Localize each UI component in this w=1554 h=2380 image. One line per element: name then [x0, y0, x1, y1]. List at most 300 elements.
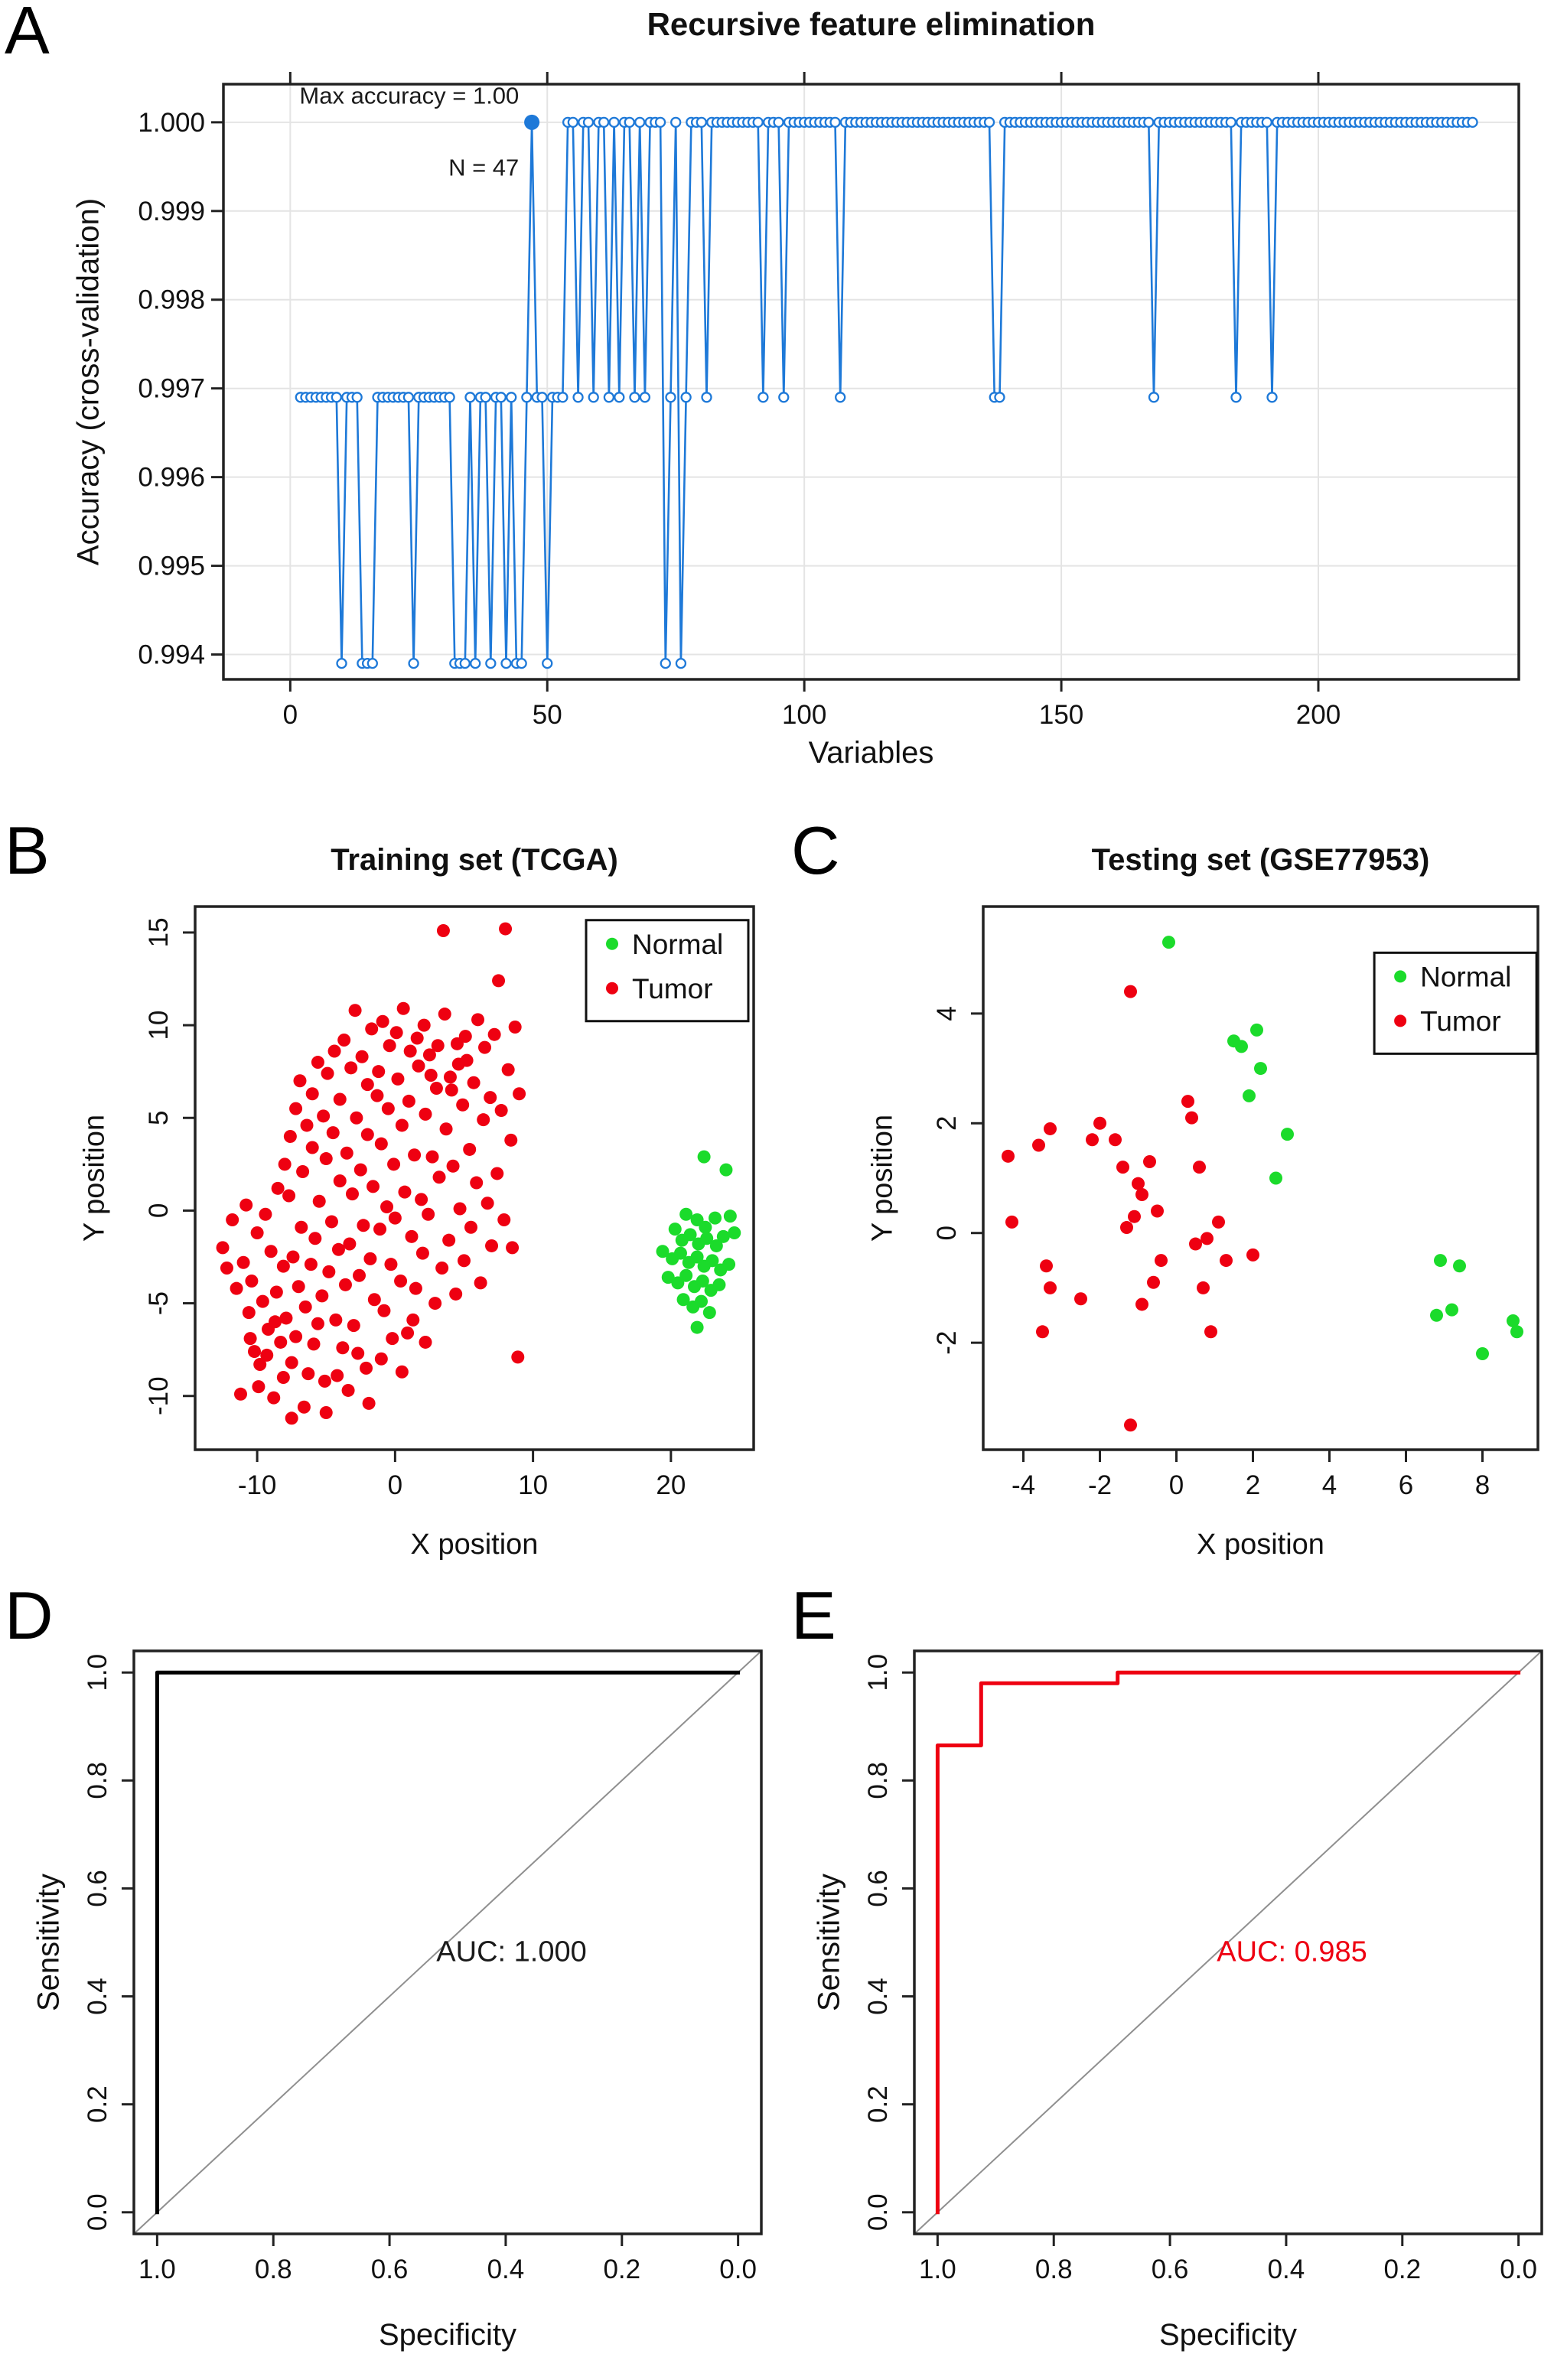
data-point-open — [676, 659, 686, 668]
y-tick-label: -2 — [932, 1330, 962, 1355]
y-tick-label: 0 — [932, 1225, 962, 1241]
data-point — [237, 1256, 250, 1269]
data-point — [377, 1304, 390, 1317]
data-point — [245, 1275, 258, 1288]
data-point-open — [481, 392, 490, 402]
data-point — [408, 1148, 421, 1161]
data-point — [401, 1327, 414, 1340]
data-point — [432, 1039, 445, 1052]
data-point — [270, 1286, 283, 1299]
data-point-open — [630, 392, 639, 402]
data-point-open — [702, 392, 712, 402]
y-tick-label: -10 — [144, 1376, 174, 1416]
data-point — [719, 1164, 732, 1177]
annotation-text: AUC: 0.985 — [1217, 1936, 1367, 1968]
data-point — [478, 1041, 491, 1054]
data-point — [350, 1112, 363, 1125]
data-point — [1074, 1292, 1087, 1305]
data-point — [344, 1061, 357, 1074]
data-point — [346, 1187, 359, 1200]
data-point-open — [830, 118, 839, 127]
data-point-open — [779, 392, 788, 402]
panel-a-xlabel: Variables — [808, 736, 934, 770]
data-point — [404, 1045, 417, 1058]
data-point — [322, 1265, 335, 1278]
data-point — [234, 1388, 247, 1401]
data-point — [308, 1337, 321, 1350]
x-tick-label: -10 — [237, 1470, 277, 1500]
data-point — [334, 1174, 347, 1187]
data-point — [481, 1197, 494, 1210]
data-point — [698, 1151, 711, 1164]
data-point — [356, 1050, 369, 1063]
data-point — [269, 1315, 282, 1328]
data-point — [724, 1210, 737, 1223]
data-point — [445, 1083, 458, 1096]
data-point — [380, 1200, 393, 1213]
y-tick-label: 1.000 — [138, 107, 205, 138]
data-point — [325, 1215, 338, 1228]
data-point — [306, 1087, 319, 1100]
data-point — [299, 1301, 312, 1314]
data-point — [679, 1269, 692, 1282]
data-point — [391, 1073, 404, 1086]
data-point — [1220, 1254, 1233, 1267]
data-point — [712, 1278, 725, 1291]
data-point — [277, 1371, 290, 1384]
y-tick-label: 0.8 — [83, 1762, 112, 1799]
data-point — [444, 1070, 457, 1083]
data-point-open — [542, 659, 552, 668]
data-point — [499, 923, 512, 936]
data-point — [405, 1230, 418, 1243]
data-point — [296, 1165, 309, 1178]
data-point — [351, 1346, 364, 1359]
data-point — [384, 1258, 397, 1271]
data-point — [357, 1219, 370, 1232]
data-point — [454, 1202, 467, 1215]
data-point — [285, 1356, 298, 1369]
data-point — [363, 1252, 376, 1265]
data-point — [1147, 1276, 1160, 1289]
data-point-open — [625, 118, 634, 127]
data-point-open — [604, 392, 614, 402]
data-point-open — [697, 118, 706, 127]
data-point — [402, 1095, 415, 1108]
data-point — [397, 1002, 410, 1015]
data-point — [363, 1397, 376, 1410]
data-point — [349, 1004, 362, 1017]
panel-d-letter: D — [5, 1577, 54, 1653]
x-tick-label: 1.0 — [138, 2255, 176, 2284]
data-point — [308, 1232, 321, 1245]
data-point — [1093, 1117, 1106, 1130]
data-point — [1453, 1259, 1466, 1272]
legend-label: Tumor — [1420, 1005, 1501, 1037]
data-point-open — [754, 118, 763, 127]
x-tick-label: 2 — [1245, 1470, 1261, 1500]
data-point — [370, 1089, 383, 1102]
data-point-open — [517, 659, 526, 668]
annotation-text: Max accuracy = 1.00 — [299, 82, 520, 109]
y-tick-label: 0.6 — [863, 1870, 893, 1907]
data-point — [464, 1221, 477, 1234]
data-point — [1036, 1325, 1049, 1338]
data-point — [394, 1275, 407, 1288]
data-point — [320, 1406, 333, 1419]
data-point — [367, 1180, 380, 1193]
data-point — [695, 1295, 708, 1308]
data-point — [504, 1134, 517, 1147]
data-point-open — [332, 392, 341, 402]
data-point — [411, 1032, 424, 1045]
x-tick-label: 1.0 — [919, 2255, 956, 2284]
legend-marker-normal — [1394, 970, 1406, 982]
data-point — [279, 1311, 292, 1324]
y-tick-label: 0.2 — [863, 2085, 893, 2123]
data-point — [383, 1039, 396, 1052]
y-tick-label: 0.0 — [863, 2193, 893, 2232]
data-point-open — [1268, 392, 1277, 402]
data-point — [456, 1099, 469, 1112]
highlight-point — [524, 115, 539, 130]
data-point-open — [486, 659, 495, 668]
data-point-open — [584, 118, 593, 127]
data-point-open — [635, 118, 644, 127]
data-point — [334, 1093, 347, 1106]
data-point — [292, 1280, 305, 1293]
data-point — [318, 1375, 331, 1388]
data-point-open — [353, 392, 362, 402]
data-point-open — [522, 392, 531, 402]
panel-b-ylabel: Y position — [78, 1114, 111, 1242]
data-point — [438, 1008, 451, 1021]
panel-b-xlabel: X position — [410, 1529, 539, 1561]
data-point — [1135, 1297, 1148, 1310]
x-tick-label: 0.4 — [1267, 2255, 1305, 2284]
data-point — [1235, 1040, 1248, 1053]
y-tick-label: 0.4 — [83, 1978, 112, 2015]
data-point — [340, 1147, 353, 1160]
data-point-open — [404, 392, 413, 402]
data-point-open — [461, 659, 470, 668]
data-point-open — [1227, 118, 1236, 127]
data-point — [492, 974, 505, 987]
y-tick-label: 2 — [932, 1115, 962, 1131]
data-point — [1143, 1155, 1156, 1168]
data-point — [1181, 1095, 1194, 1108]
data-point — [265, 1245, 278, 1258]
data-point — [722, 1258, 735, 1271]
data-point — [1005, 1216, 1018, 1229]
panel-c-xlabel: X position — [1197, 1529, 1324, 1561]
x-tick-label: 0.4 — [487, 2255, 525, 2284]
data-point — [396, 1366, 409, 1379]
data-point — [328, 1045, 341, 1058]
data-point — [372, 1065, 385, 1078]
data-point — [691, 1321, 704, 1334]
series-line — [301, 122, 1473, 663]
data-point — [1476, 1347, 1489, 1360]
data-point — [449, 1288, 462, 1301]
data-point — [1269, 1172, 1282, 1185]
data-point — [284, 1130, 297, 1143]
x-tick-label: 50 — [532, 700, 562, 730]
legend-label: Tumor — [632, 972, 713, 1004]
x-tick-label: 0 — [387, 1470, 403, 1500]
data-point — [1193, 1161, 1206, 1174]
data-point — [243, 1306, 256, 1319]
data-point — [368, 1293, 381, 1306]
panel-d-xlabel: Specificity — [378, 2318, 517, 2352]
data-point-open — [471, 659, 480, 668]
data-point — [442, 1234, 455, 1247]
data-point — [267, 1392, 280, 1405]
data-point — [1151, 1205, 1164, 1218]
data-point — [485, 1239, 498, 1252]
data-point — [459, 1030, 472, 1043]
data-point — [425, 1069, 438, 1082]
data-point — [440, 1122, 453, 1135]
legend-marker-tumor — [1394, 1014, 1406, 1027]
data-point — [468, 1076, 481, 1089]
data-point-open — [589, 392, 598, 402]
data-point — [361, 1078, 374, 1091]
data-point-open — [465, 392, 474, 402]
data-point — [495, 1104, 508, 1117]
y-tick-label: 0.6 — [83, 1870, 112, 1907]
data-point-open — [774, 118, 784, 127]
data-point — [313, 1195, 326, 1208]
x-tick-label: 4 — [1321, 1470, 1337, 1500]
data-point — [1124, 985, 1137, 998]
data-point — [513, 1087, 526, 1100]
annotation-text: AUC: 1.000 — [436, 1936, 587, 1968]
data-point-open — [666, 392, 675, 402]
data-point-open — [507, 392, 516, 402]
data-point — [398, 1186, 411, 1199]
data-point — [447, 1160, 460, 1173]
x-tick-label: 0 — [1168, 1470, 1184, 1500]
data-point — [728, 1226, 741, 1239]
data-point — [343, 1238, 356, 1251]
data-point — [321, 1067, 334, 1080]
data-point-open — [1149, 392, 1158, 402]
x-tick-label: 20 — [656, 1470, 686, 1500]
data-point — [506, 1241, 519, 1254]
data-point — [244, 1332, 257, 1345]
data-point — [433, 1170, 446, 1183]
data-point — [361, 1128, 374, 1141]
data-point — [339, 1278, 352, 1291]
data-point — [317, 1109, 330, 1122]
data-point — [430, 1082, 443, 1095]
panel-d-ylabel: Sensitivity — [31, 1873, 66, 2012]
data-point — [1212, 1216, 1225, 1229]
x-tick-label: 100 — [781, 700, 827, 730]
data-point — [337, 1034, 350, 1047]
data-point-open — [502, 659, 511, 668]
data-point — [1281, 1128, 1294, 1141]
data-point-open — [656, 118, 665, 127]
data-point — [386, 1332, 399, 1345]
x-tick-label: 10 — [518, 1470, 549, 1500]
data-point — [305, 1258, 318, 1271]
x-tick-label: 200 — [1295, 700, 1341, 730]
data-point — [259, 1208, 272, 1221]
y-tick-label: 0.8 — [863, 1762, 893, 1799]
x-tick-label: -2 — [1087, 1470, 1113, 1500]
y-tick-label: 0.996 — [138, 462, 205, 493]
data-point — [289, 1102, 302, 1115]
legend-label: Normal — [632, 928, 724, 960]
data-point — [327, 1126, 340, 1139]
y-tick-label: 0.997 — [138, 373, 205, 404]
panel-a-plot — [138, 82, 1519, 730]
data-point — [311, 1056, 324, 1069]
data-point — [1185, 1112, 1198, 1125]
data-point — [416, 1247, 429, 1260]
data-point — [353, 1269, 366, 1282]
panel-d-plot — [83, 1651, 761, 2284]
data-point — [415, 1193, 428, 1206]
y-tick-label: 0.999 — [138, 196, 205, 226]
data-point — [286, 1250, 299, 1263]
y-tick-label: 10 — [144, 1010, 174, 1040]
panel-b-plot — [144, 907, 754, 1500]
data-point — [1510, 1325, 1523, 1338]
data-point — [1254, 1062, 1267, 1075]
data-point — [1032, 1138, 1045, 1151]
data-point-open — [497, 392, 506, 402]
y-tick-label: 0.995 — [138, 551, 205, 581]
data-point — [426, 1151, 439, 1164]
data-point — [490, 1167, 503, 1180]
y-tick-label: -5 — [144, 1291, 174, 1316]
data-point — [1162, 936, 1175, 949]
data-point — [474, 1276, 487, 1289]
data-point-open — [614, 392, 624, 402]
data-point-open — [574, 392, 583, 402]
data-point-open — [368, 659, 377, 668]
panel-a-letter: A — [5, 0, 50, 68]
data-point-open — [1262, 118, 1272, 127]
x-tick-label: -4 — [1011, 1470, 1036, 1500]
data-point — [717, 1230, 730, 1243]
data-point — [375, 1138, 388, 1151]
data-point — [274, 1336, 287, 1349]
panel-c-ylabel: Y position — [866, 1114, 899, 1242]
data-point-open — [610, 118, 619, 127]
data-point — [279, 1157, 292, 1170]
data-point — [331, 1369, 344, 1382]
panel-c-letter: C — [791, 812, 840, 888]
data-point-open — [538, 392, 547, 402]
data-point-open — [409, 659, 419, 668]
data-point — [311, 1317, 324, 1330]
y-tick-label: 0 — [144, 1203, 174, 1219]
data-point — [272, 1182, 285, 1195]
panel-e-letter: E — [791, 1577, 836, 1653]
data-point — [1201, 1232, 1214, 1245]
panel-e-xlabel: Specificity — [1158, 2318, 1298, 2352]
data-point — [419, 1108, 432, 1121]
data-point — [1120, 1221, 1133, 1234]
data-point-open — [985, 118, 994, 127]
data-point — [1250, 1024, 1263, 1037]
data-point — [226, 1213, 239, 1226]
data-point — [1197, 1281, 1210, 1294]
data-point — [406, 1314, 419, 1327]
x-tick-label: 0.0 — [719, 2255, 757, 2284]
data-point — [477, 1113, 490, 1126]
data-point — [387, 1157, 400, 1170]
data-point — [418, 1019, 431, 1032]
y-tick-label: 1.0 — [863, 1653, 893, 1691]
panel-a-ylabel: Accuracy (cross-validation) — [71, 197, 106, 566]
data-point-open — [671, 118, 680, 127]
panel-c-title: Testing set (GSE77953) — [1091, 843, 1430, 877]
data-point — [260, 1349, 273, 1362]
x-tick-label: 0.0 — [1500, 2255, 1537, 2284]
data-point — [412, 1060, 425, 1073]
data-point — [301, 1367, 314, 1380]
data-point — [1135, 1188, 1148, 1201]
data-point-open — [558, 392, 567, 402]
data-point-open — [599, 118, 608, 127]
annotation-text: N = 47 — [448, 154, 520, 181]
data-point — [1116, 1161, 1129, 1174]
legend-marker-normal — [606, 938, 618, 950]
data-point — [382, 1102, 395, 1115]
data-point — [1086, 1133, 1099, 1146]
panel-b-title: Training set (TCGA) — [331, 843, 618, 877]
data-point — [471, 1013, 484, 1026]
data-point-open — [836, 392, 845, 402]
data-point-open — [337, 659, 347, 668]
data-point — [703, 1306, 716, 1319]
data-point — [251, 1226, 264, 1239]
data-point — [365, 1022, 378, 1035]
data-point — [342, 1384, 355, 1397]
data-point — [315, 1289, 328, 1302]
data-point — [256, 1295, 269, 1308]
data-point-open — [1468, 118, 1477, 127]
data-point — [1246, 1249, 1259, 1262]
plot-box — [223, 84, 1519, 679]
data-point — [306, 1141, 319, 1154]
data-point — [347, 1319, 360, 1332]
data-point — [217, 1241, 230, 1254]
data-point — [1044, 1122, 1057, 1135]
y-tick-label: 15 — [144, 917, 174, 948]
panel-e-ylabel: Sensitivity — [812, 1873, 846, 2012]
data-point — [289, 1330, 302, 1343]
data-point — [409, 1282, 422, 1295]
data-point — [1124, 1418, 1137, 1431]
data-point — [354, 1164, 367, 1177]
x-tick-label: 8 — [1474, 1470, 1490, 1500]
data-point — [699, 1221, 712, 1234]
data-point — [502, 1063, 515, 1076]
data-point — [295, 1221, 308, 1234]
data-point-open — [568, 118, 578, 127]
data-point-open — [640, 392, 650, 402]
data-point — [248, 1345, 261, 1358]
data-point — [452, 1057, 465, 1070]
data-point — [1040, 1259, 1053, 1272]
data-point — [376, 1015, 389, 1028]
